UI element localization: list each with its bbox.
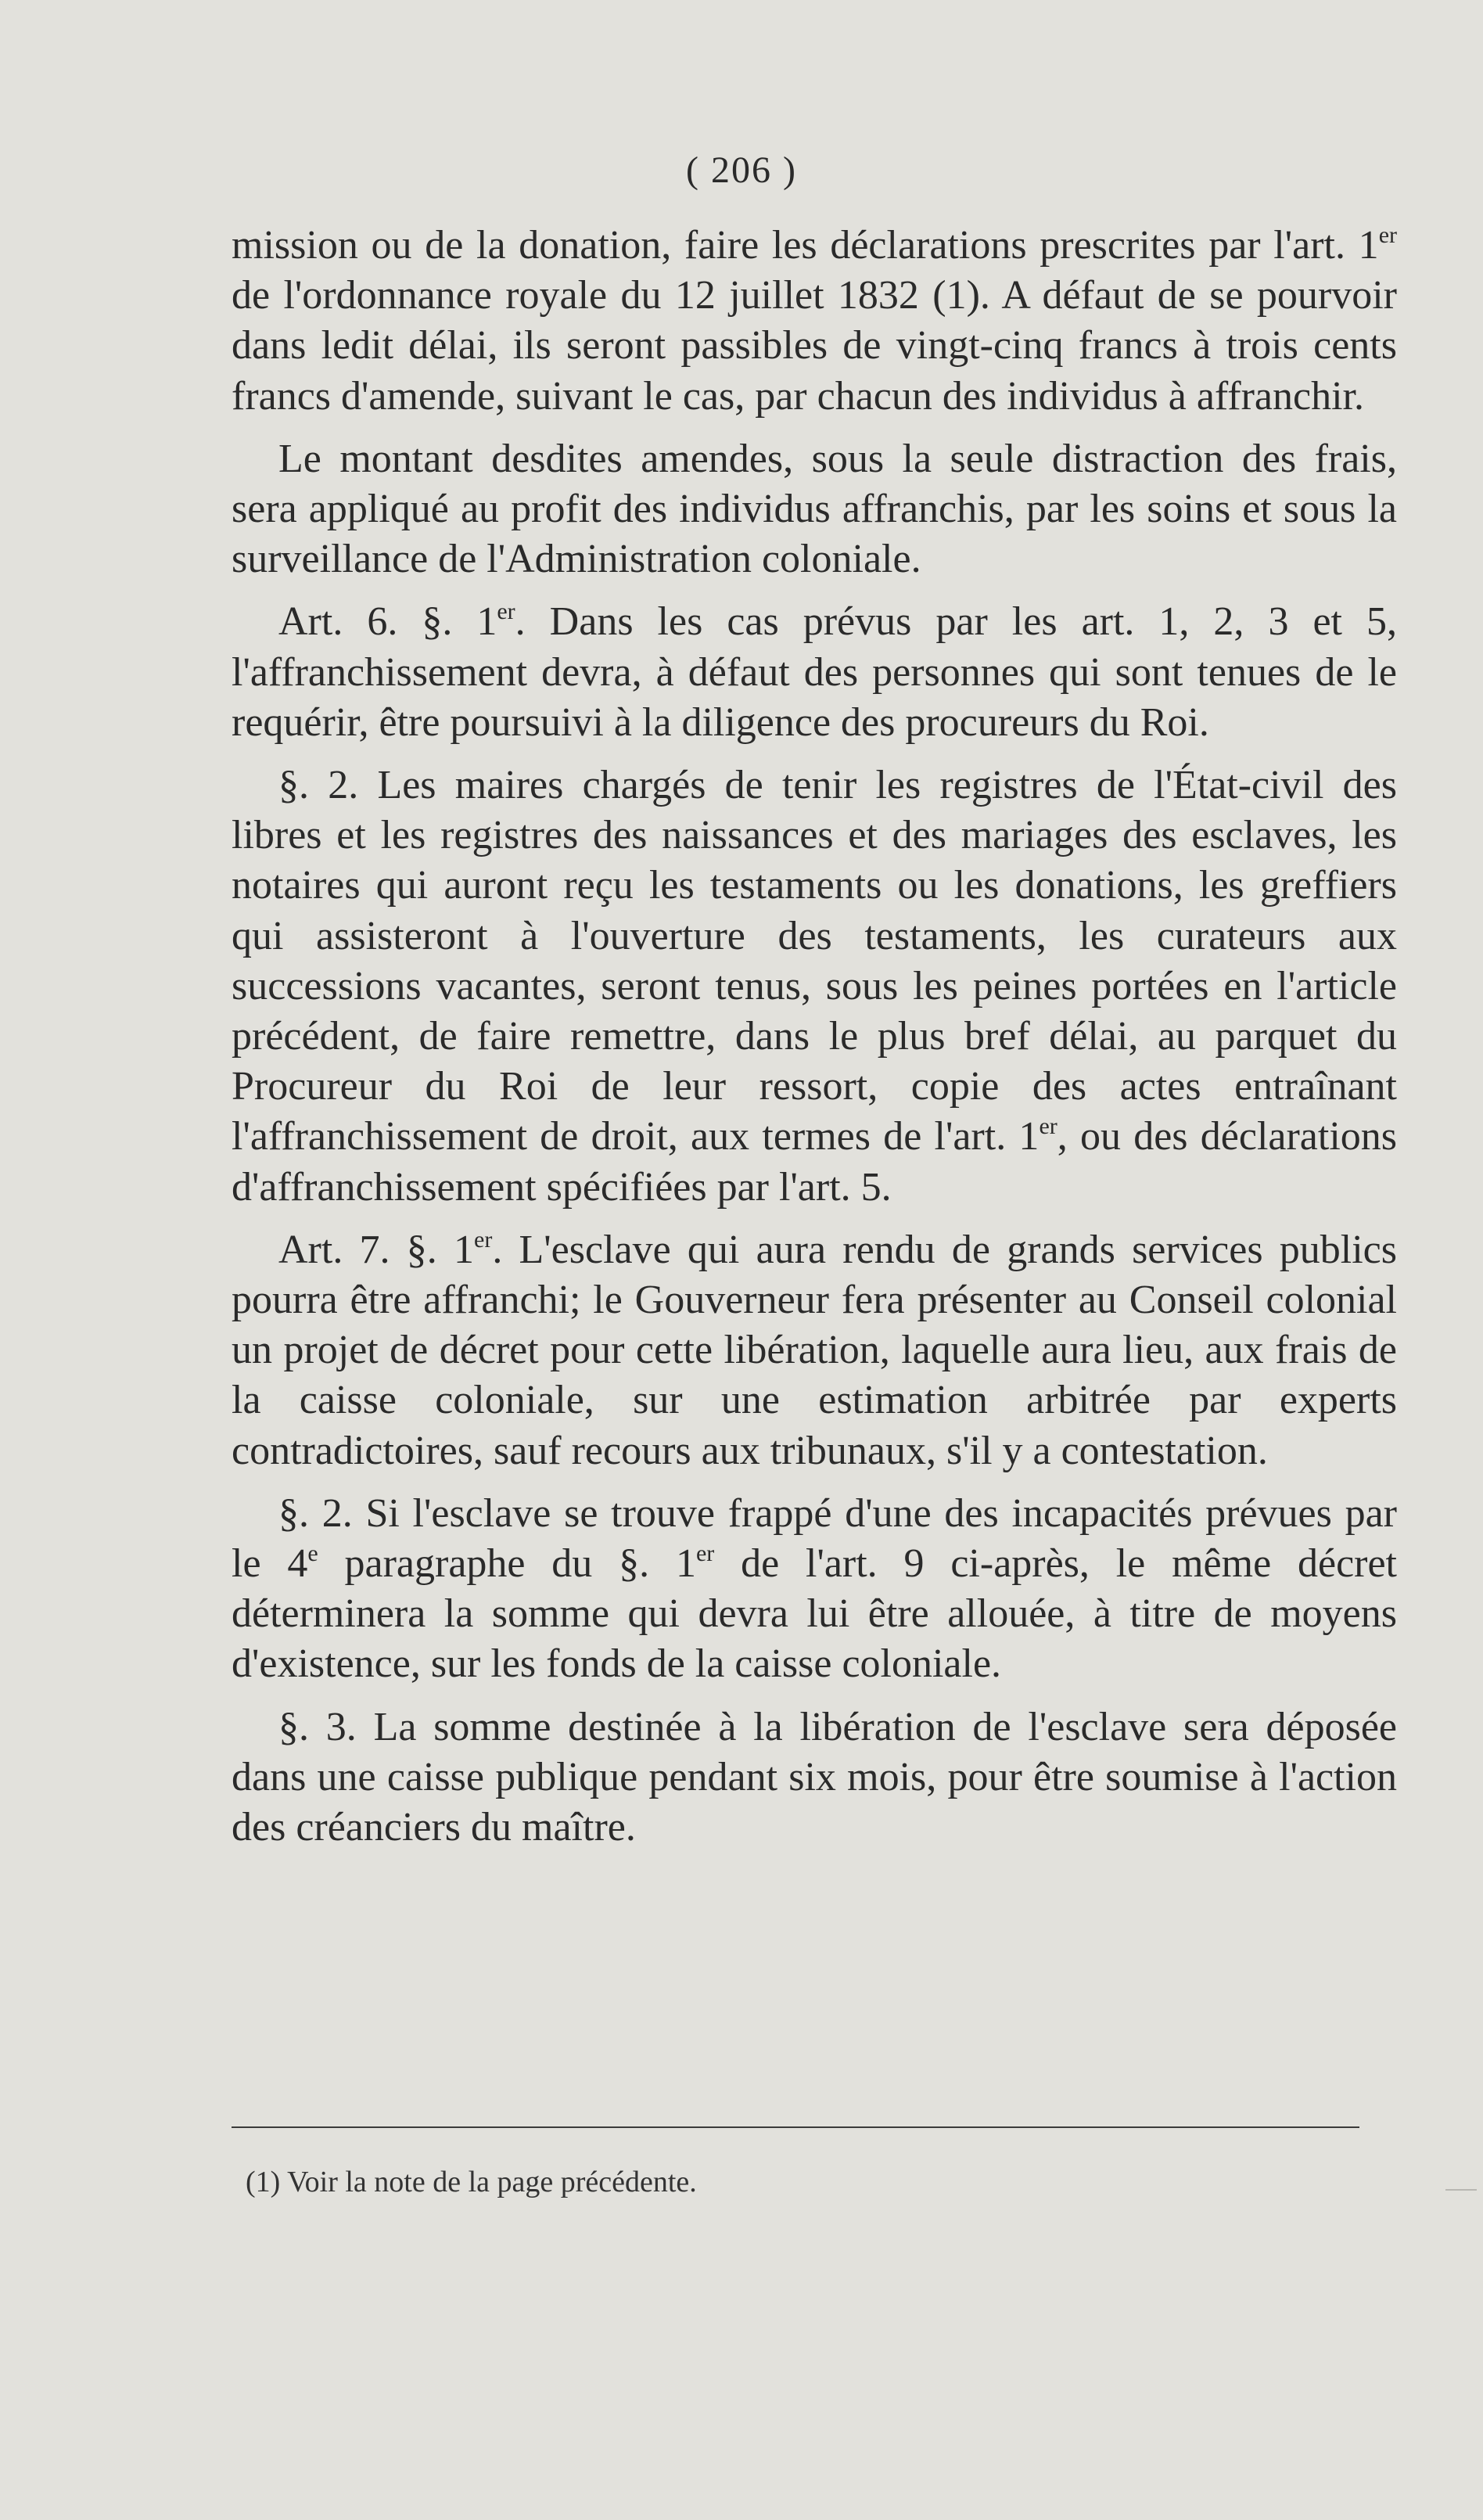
text-segment: . Dans les cas prévus par les art. 1, 2, 3 et 5, l'affranchissement devra, à défaut des personnes qui sont tenues de le requérir, être poursuivi à la diligence des procureurs du Roi. (232, 599, 1397, 745)
text-segment: §. 2. Les maires chargés de tenir les registres de l'État-civil des libres et les registres des naissances et des mariages des esclaves, les notaires qui auront reçu les testaments ou les donations, les greffiers qui assisteront à l'ouverture des testaments, les curateurs aux successions vacantes, seront tenus, sous les peines portées en l'article précédent, de faire remettre, dans le plus bref délai, au parquet du Procureur du Roi de leur ressort, copie des actes entraînant l'affranchissement de droit, aux termes de l'art. 1 (232, 763, 1397, 1159)
text-segment: mission ou de la donation, faire les déclarations prescrites par l'art. 1 (232, 223, 1379, 268)
page-number: ( 206 ) (686, 149, 797, 191)
footnote-divider (232, 2126, 1359, 2128)
main-text (232, 221, 1397, 1865)
margin-mark (1445, 2189, 1477, 2191)
text-segment: , ou des déclarations d'affranchissement spécifiées par l'art. 5. (232, 1114, 1397, 1210)
text-segment: . L'esclave qui aura rendu de grands services publics pourra être affranchi; le Gouverneur fera présenter au Conseil colonial un projet de décret pour cette libération, laquelle aura lieu, aux frais de la caisse coloniale, sur une estimation arbitrée par experts contradictoires, sauf recours aux tribunaux, s'il y a contestation. (232, 1227, 1397, 1473)
paragraph-article-7-section-1 (232, 1225, 1397, 1476)
text-segment: de l'art. 9 ci-après, le même décret déterminera la somme qui devra lui être allouée, à titre de moyens d'existence, sur les fonds de la caisse coloniale. (232, 1541, 1397, 1687)
text-segment: Le montant desdites amendes, sous la seule distraction des frais, sera appliqué au profit des individus affranchis, par les soins et sous la surveillance de l'Administration coloniale. (232, 436, 1397, 582)
text-segment: paragraphe du §. 1 (318, 1541, 696, 1587)
text-segment: §. 2. Si l'esclave se trouve frappé d'une des incapacités prévues par le 4 (232, 1490, 1397, 1587)
text-segment: de l'ordonnance royale du 12 juillet 1832 (1). A défaut de se pourvoir dans ledit délai, ils seront passibles de vingt-cinq francs à trois cents francs d'amende, suivant le cas, par chacun des individus à affranchir. (232, 273, 1397, 419)
paragraph-article-7-section-2 (232, 1489, 1397, 1690)
paragraph-article-6-section-1 (232, 597, 1397, 748)
paragraph-continuation (232, 221, 1397, 422)
superscript: er (1378, 222, 1397, 248)
paragraph-amendes (232, 434, 1397, 585)
text-segment: Art. 7. §. 1 (278, 1227, 474, 1272)
superscript: e (307, 1540, 318, 1567)
paragraph-article-7-section-3 (232, 1702, 1397, 1853)
footnote: (1) Voir la note de la page précédente. (246, 2166, 697, 2198)
superscript: er (497, 599, 515, 625)
superscript: er (1039, 1113, 1057, 1140)
superscript: er (695, 1540, 715, 1567)
text-segment: Art. 6. §. 1 (278, 599, 497, 645)
paragraph-article-6-section-2 (232, 760, 1397, 1213)
text-segment: §. 3. La somme destinée à la libération de l'esclave sera déposée dans une caisse publique pendant six mois, pour être soumise à l'action des créanciers du maître. (232, 1704, 1397, 1850)
superscript: er (474, 1226, 493, 1253)
